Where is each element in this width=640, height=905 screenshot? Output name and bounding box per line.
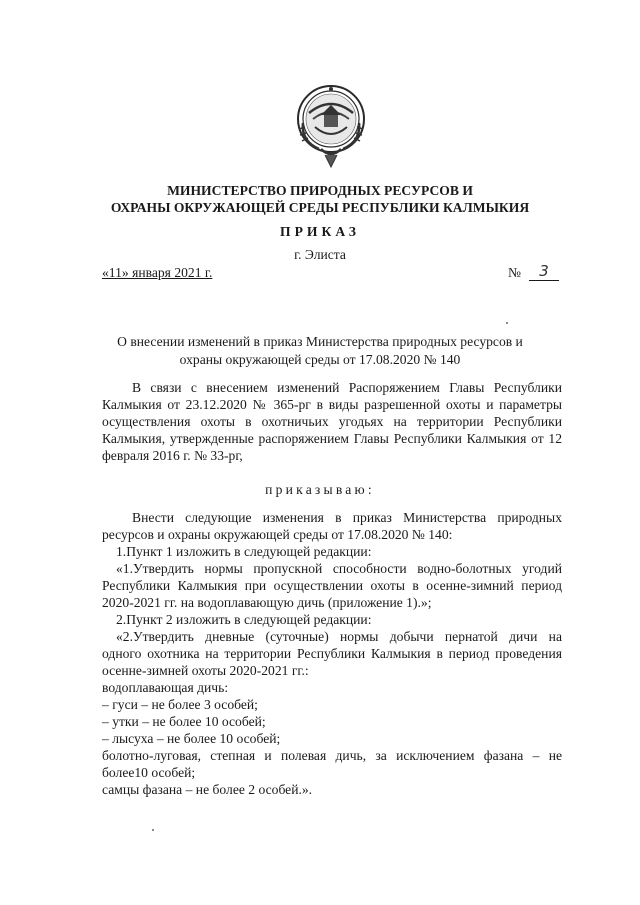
document-number: 3 [529,262,559,281]
document-number-label: № [508,265,521,280]
body-line: 2020-2021 гг. на водоплавающую дичь (приложение 1).»; [102,595,432,610]
body-line: – утки – не более 10 особей; [102,714,266,729]
body-line: 1.Пункт 1 изложить в следующей редакции: [116,544,372,559]
body-line: одного охотника на территории Республики Калмыкия в период проведения [102,646,562,661]
body-line: 2.Пункт 2 изложить в следующей редакции: [116,612,372,627]
scan-speck [506,322,508,324]
preamble-line: Калмыкия, утвержденные распоряжением Главы Республики Калмыкия от 12 [102,431,562,446]
body-line: осенне-зимней охоты 2020-2021 гг.: [102,663,309,678]
body-line: «2.Утвердить дневные (суточные) нормы добычи пернатой дичи на [116,629,562,644]
body-line: «1.Утвердить нормы пропускной способности водно-болотных угодий [116,561,562,576]
preamble-line: февраля 2016 г. № 33-рг, [102,448,243,463]
body-line: – гуси – не более 3 особей; [102,697,258,712]
body-line: самцы фазана – не более 2 особей.». [102,782,313,797]
coat-of-arms-emblem [295,83,367,173]
document-date: «11» января 2021 г. [102,265,213,280]
document-type-title: ПРИКАЗ [280,224,360,239]
ministry-name-line-1: МИНИСТЕРСТВО ПРИРОДНЫХ РЕСУРСОВ И [167,183,473,198]
subject-line-1: О внесении изменений в приказ Министерства природных ресурсов и [117,334,523,349]
body-line: ресурсов и охраны окружающей среды от 17.08.2020 № 140: [102,527,453,542]
body-line: Республики Калмыкия при осуществлении охоты в осенне-зимний период [102,578,562,593]
order-word: приказываю: [265,482,375,497]
body-line: болотно-луговая, степная и полевая дичь, за исключением фазана – не [102,748,562,763]
preamble-line: осуществления охоты в охотничьих угодьях на территории Республики [102,414,562,429]
body-line: более10 особей; [102,765,196,780]
body-line: – лысуха – не более 10 особей; [102,731,281,746]
ministry-name-line-2: ОХРАНЫ ОКРУЖАЮЩЕЙ СРЕДЫ РЕСПУБЛИКИ КАЛМЫКИЯ [110,200,530,215]
body-line: водоплавающая дичь: [102,680,229,695]
preamble-line: Калмыкия от 23.12.2020 № 365-рг в виды разрешенной охоты и параметры [102,397,562,412]
subject-line-2: охраны окружающей среды от 17.08.2020 № 140 [179,352,461,367]
city: г. Элиста [294,247,346,262]
preamble-line: В связи с внесением изменений Распоряжением Главы Республики [132,380,562,395]
scan-speck [152,829,154,831]
body-line: Внести следующие изменения в приказ Министерства природных [132,510,562,525]
